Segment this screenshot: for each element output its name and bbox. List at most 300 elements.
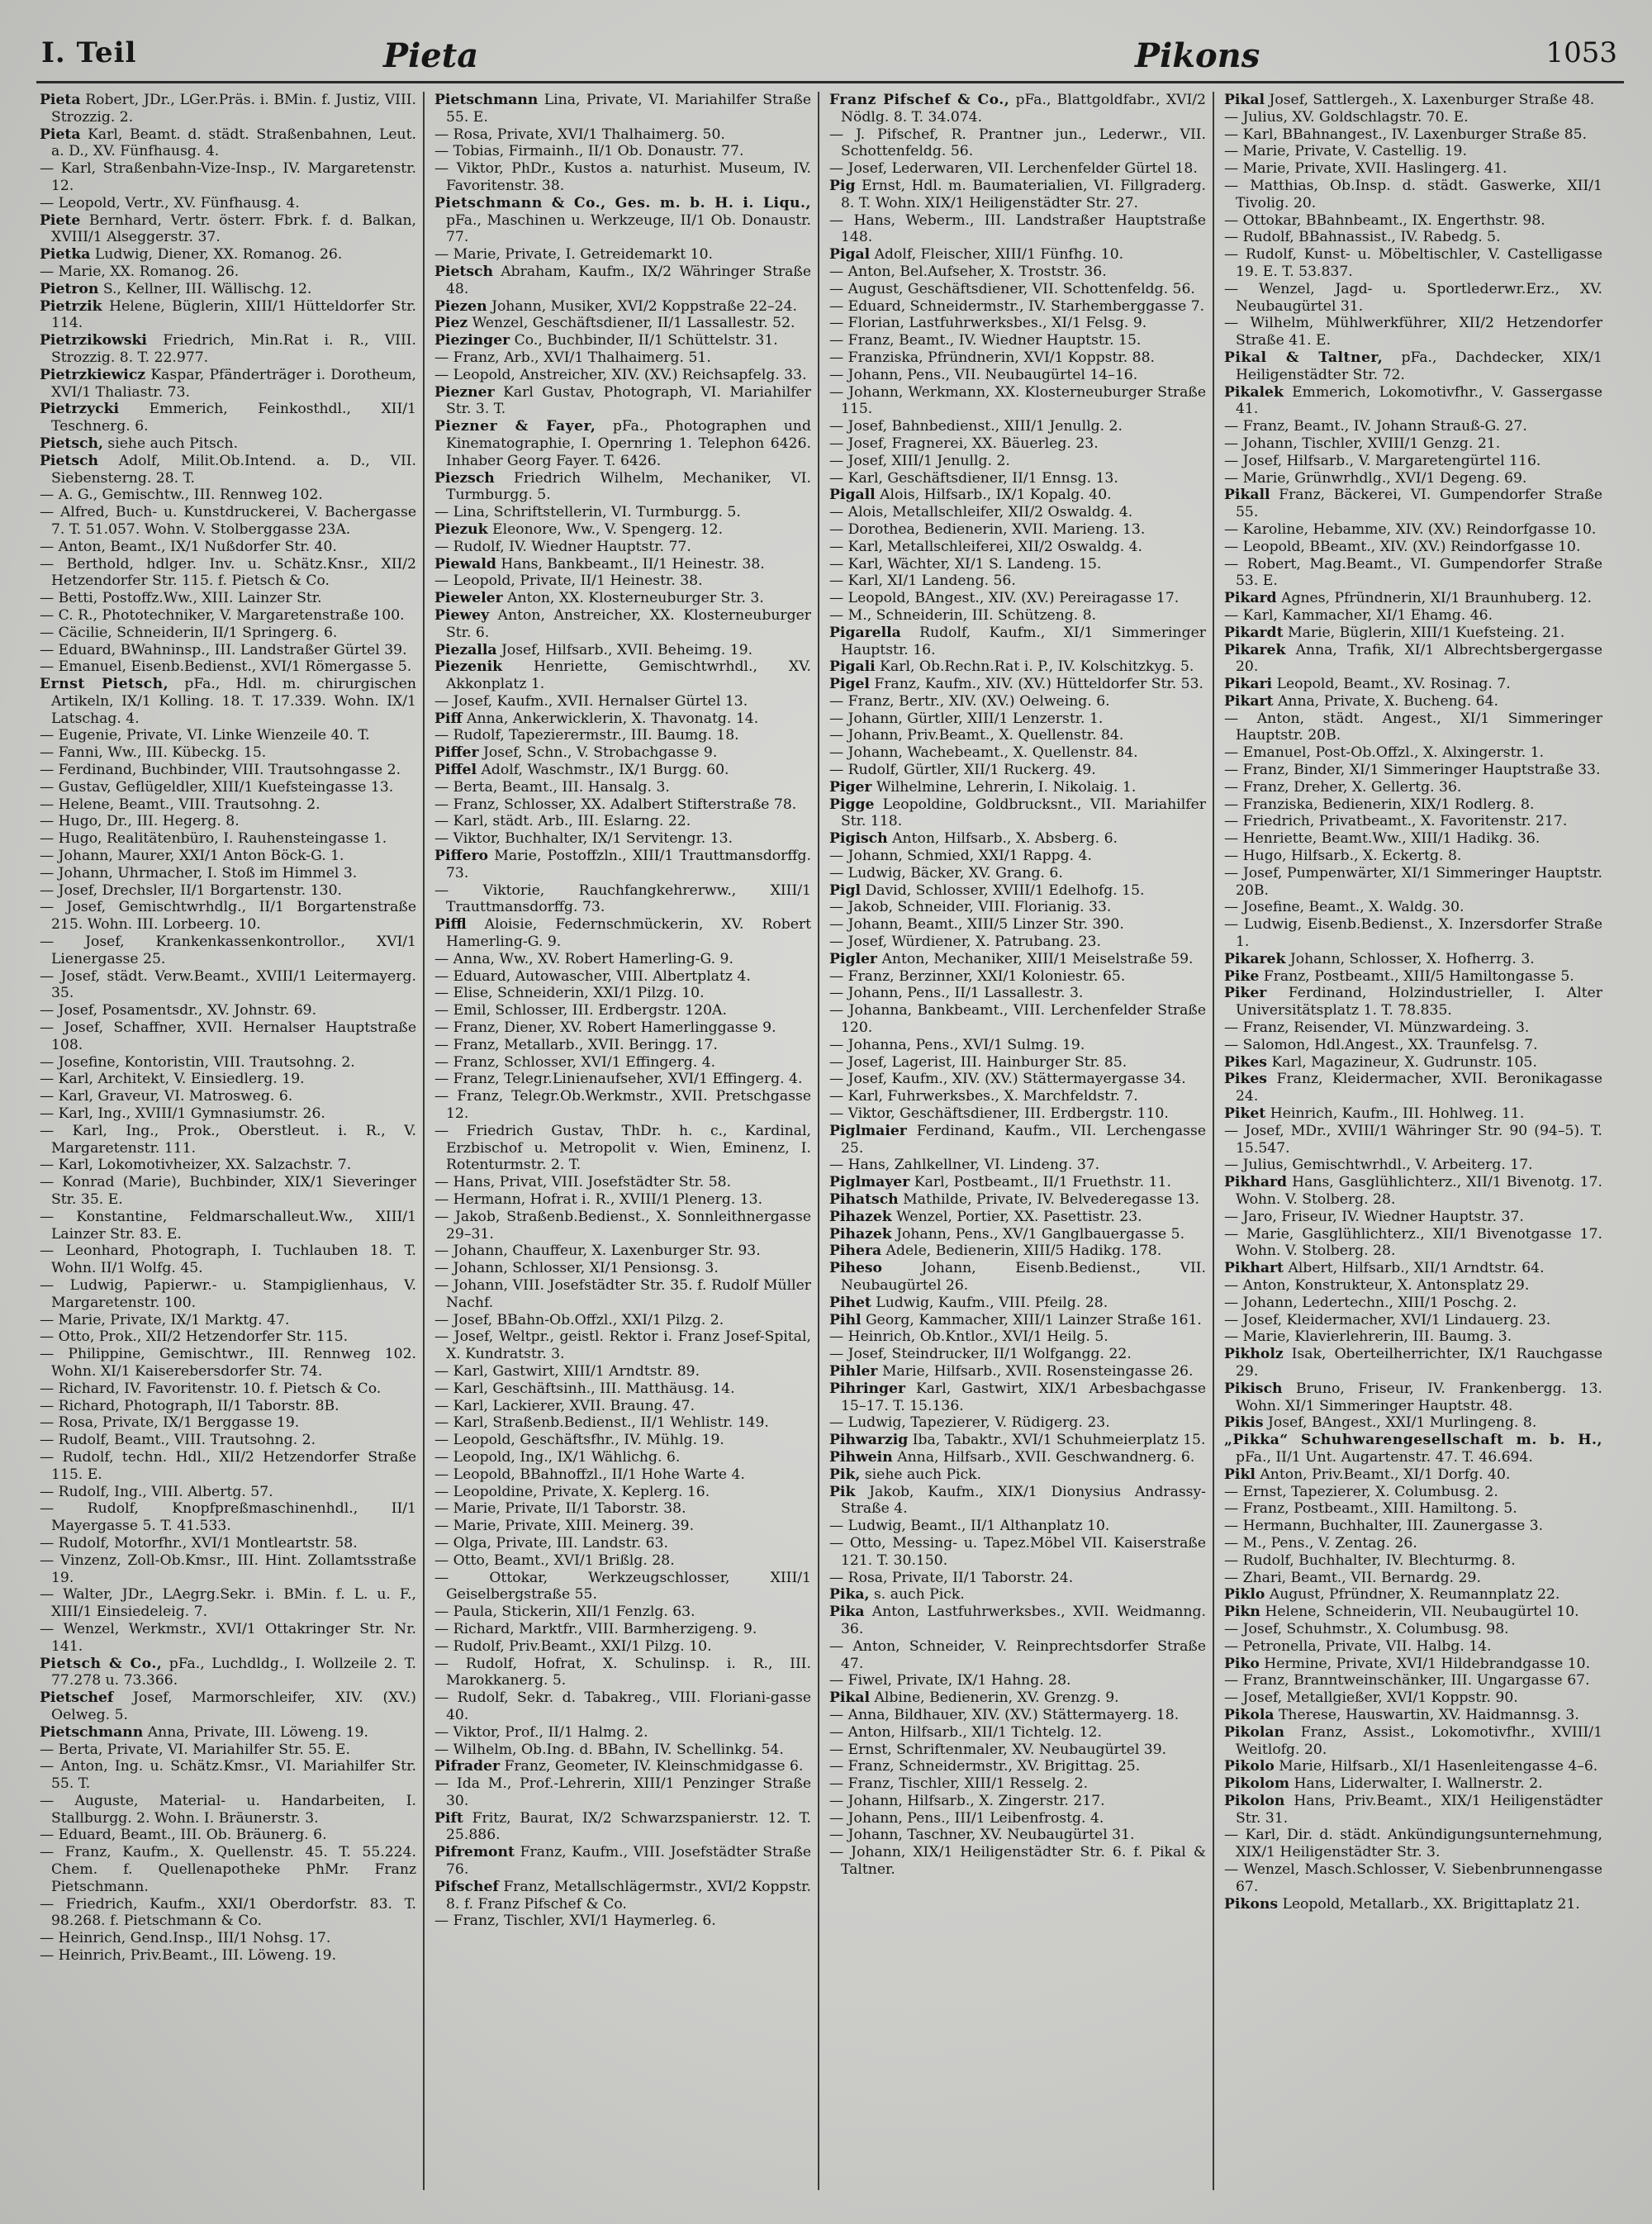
- directory-entry: [1224, 1672, 1602, 1689]
- entry-details: — Friedrich, Privatbeamt., X. Favoritenstr. 217.: [1224, 813, 1568, 830]
- entry-surname: Piger: [829, 778, 872, 796]
- directory-entry: [1224, 1535, 1602, 1552]
- entry-details: — Josef, Drechsler, II/1 Borgartenstr. 130.: [40, 882, 342, 899]
- entry-surname: Pietschmann & Co., Ges. m. b. H. i. Liqu.,: [434, 194, 811, 211]
- directory-entry: [1224, 951, 1602, 968]
- entry-details: — Johann, Taschner, XV. Neubaugürtel 31.: [829, 1827, 1135, 1844]
- entry-details: — Josef, Krankenkassenkontrollor., XVI/1 Lienergasse 25.: [40, 934, 416, 967]
- entry-details: Kaspar, Pfänderträger i. Dorotheum, XVI/1 Thaliastr. 73.: [51, 366, 416, 401]
- directory-entry: [829, 1432, 1206, 1449]
- entry-details: Isak, Oberteilherrichter, IX/1 Rauchgasse 29.: [1236, 1346, 1602, 1380]
- entry-details: — Franz, Telegr.Linienaufseher, XVI/1 Effingerg. 4.: [434, 1071, 803, 1088]
- entry-details: — Berta, Beamt., III. Hansalg. 3.: [434, 778, 670, 796]
- entry-details: — Marie, Klavierlehrerin, III. Baumg. 3.: [1224, 1328, 1512, 1346]
- entry-details: — Hans, Zahlkellner, VI. Lindeng. 37.: [829, 1157, 1100, 1174]
- entry-details: — Alois, Metallschleifer, XII/2 Oswaldg. 4.: [829, 504, 1133, 521]
- directory-entry: [434, 1466, 811, 1484]
- entry-details: — Franz, Telegr.Ob.Werkmstr., XVII. Pretschgasse 12.: [434, 1088, 811, 1123]
- entry-details: Alois, Hilfsarb., IX/1 Kopalg. 40.: [880, 487, 1112, 504]
- entry-details: — Ludwig, Eisenb.Bedienst., X. Inzersdorfer Straße 1.: [1224, 916, 1602, 951]
- entry-surname: Pikolom: [1224, 1775, 1290, 1793]
- directory-entry: [434, 1638, 811, 1656]
- entry-details: Ferdinand, Kaufm., VII. Lerchengasse 25.: [841, 1122, 1206, 1157]
- entry-details: Johann, Schlosser, X. Hofherrg. 3.: [1289, 950, 1535, 967]
- entry-surname: Piezner: [434, 383, 495, 401]
- directory-entry: [434, 848, 811, 882]
- directory-entry: [1224, 1724, 1602, 1759]
- right-guide-word: Pikons: [1135, 36, 1260, 75]
- directory-entry: [829, 573, 1206, 590]
- directory-entry: [434, 1775, 811, 1810]
- directory-entry: [829, 865, 1206, 882]
- entry-details: — Josefine, Kontoristin, VIII. Trautsohng. 2.: [40, 1053, 355, 1071]
- directory-entry: [434, 1570, 811, 1604]
- entry-details: — Wilhelm, Ob.Ing. d. BBahn, IV. Schellinkg. 54.: [434, 1741, 784, 1758]
- entry-details: — Heinrich, Ob.Kntlor., XVI/1 Heilg. 5.: [829, 1328, 1108, 1346]
- directory-entry: [829, 1157, 1206, 1174]
- entry-surname: Pikhart: [1224, 1260, 1284, 1277]
- directory-entry: [434, 298, 811, 316]
- directory-entry: [40, 1071, 416, 1088]
- directory-entry: [434, 1071, 811, 1088]
- entry-surname: Pikons: [1224, 1895, 1278, 1913]
- entry-details: Eleonore, Ww., V. Spengerg. 12.: [492, 520, 724, 538]
- entry-surname: Pikola: [1224, 1706, 1275, 1723]
- directory-entry: [434, 1484, 811, 1501]
- directory-entry: [434, 779, 811, 796]
- entry-details: — Johanna, Bankbeamt., VIII. Lerchenfelder Straße 120.: [829, 1002, 1206, 1037]
- entry-surname: Piez: [434, 315, 468, 332]
- entry-details: Wenzel, Geschäftsdiener, II/1 Lassallestr. 52.: [472, 315, 795, 332]
- directory-entry: [829, 1037, 1206, 1054]
- directory-entry: [1224, 92, 1602, 109]
- entry-surname: Pietrzkiewicz: [40, 366, 146, 383]
- directory-entry: [434, 1123, 811, 1174]
- entry-details: Anton, XX. Klosterneuburger Str. 3.: [507, 590, 764, 607]
- entry-details: — Anton, Ing. u. Schätz.Kmsr., VI. Mariahilfer Str. 55. T.: [40, 1758, 416, 1793]
- entry-details: — Johann, Gürtler, XIII/1 Lenzerstr. 1.: [829, 710, 1104, 727]
- entry-details: — Hermann, Buchhalter, III. Zaunergasse 3.: [1224, 1518, 1544, 1535]
- entry-surname: Pietsch: [434, 263, 493, 280]
- entry-details: Franz, Kaufm., VIII. Josefstädter Straße 76.: [446, 1844, 811, 1879]
- entry-details: — Hugo, Hilfsarb., X. Eckertg. 8.: [1224, 848, 1462, 865]
- directory-entry: [434, 796, 811, 814]
- directory-entry: [40, 1484, 416, 1501]
- directory-entry: [829, 246, 1206, 264]
- directory-entry: [829, 92, 1206, 126]
- directory-entry: [40, 1346, 416, 1380]
- entry-surname: Pietschmann: [40, 1723, 144, 1741]
- directory-entry: [434, 985, 811, 1002]
- directory-entry: [1224, 212, 1602, 230]
- entry-details: Anton, Priv.Beamt., XI/1 Dorfg. 40.: [1260, 1466, 1511, 1483]
- directory-entry: [434, 882, 811, 917]
- directory-entry: [434, 830, 811, 848]
- directory-entry: [434, 710, 811, 728]
- entry-details: — Hermann, Hofrat i. R., XVIII/1 Plenerg. 13.: [434, 1191, 763, 1208]
- entry-details: — Petronella, Private, VII. Halbg. 14.: [1224, 1637, 1492, 1655]
- entry-details: — Rosa, Private, XVI/1 Thalhaimerg. 50.: [434, 126, 725, 143]
- directory-entry: [1224, 968, 1602, 986]
- directory-entry: [40, 1793, 416, 1827]
- directory-entry: [829, 1002, 1206, 1037]
- directory-entry: [40, 1827, 416, 1844]
- directory-entry: [434, 1689, 811, 1724]
- directory-entry: [434, 1500, 811, 1518]
- entry-details: — Johann, Wachebeamt., X. Quellenstr. 84.: [829, 744, 1138, 762]
- entry-surname: Pigler: [829, 950, 877, 967]
- entry-details: — Karl, Graveur, VI. Matrosweg. 6.: [40, 1088, 293, 1105]
- directory-entry: [1224, 762, 1602, 779]
- directory-entry: [434, 968, 811, 986]
- entry-details: — J. Pifschef, R. Prantner jun., Lederwr., VII. Schottenfeldg. 56.: [829, 126, 1206, 160]
- entry-details: — Johann, Ledertechn., XIII/1 Poschg. 2.: [1224, 1294, 1517, 1311]
- entry-details: — Rudolf, Beamt., VIII. Trautsohng. 2.: [40, 1432, 316, 1449]
- directory-entry: [829, 830, 1206, 848]
- directory-entry: [1224, 813, 1602, 830]
- directory-entry: [1224, 384, 1602, 419]
- entry-details: — Johann, Priv.Beamt., X. Quellenstr. 84.: [829, 727, 1124, 744]
- entry-details: — Franz, Beamt., IV. Johann Strauß-G. 27.: [1224, 418, 1527, 435]
- directory-entry: [829, 727, 1206, 744]
- directory-entry: [1224, 916, 1602, 951]
- directory-entry: [829, 212, 1206, 247]
- directory-entry: [40, 195, 416, 212]
- directory-entry: [434, 418, 811, 469]
- directory-entry: [829, 1672, 1206, 1689]
- directory-entry: [434, 315, 811, 332]
- entry-details: — Josef, Schaffner, XVII. Hernalser Hauptstraße 108.: [40, 1019, 416, 1053]
- entry-details: Anna, Private, X. Bucheng. 64.: [1277, 692, 1498, 710]
- directory-entry: [829, 1484, 1206, 1518]
- directory-entry: [829, 1570, 1206, 1587]
- entry-details: — Franziska, Pfründnerin, XVI/1 Koppstr. 88.: [829, 349, 1155, 366]
- entry-details: — Franz, Schneidermstr., XV. Brigittag. 25.: [829, 1758, 1141, 1775]
- column-3: [826, 92, 1214, 2190]
- directory-entry: [1224, 625, 1602, 642]
- entry-details: Johann, Eisenb.Bedienst., VII. Neubaugürtel 26.: [841, 1260, 1206, 1294]
- directory-entry: [1224, 1037, 1602, 1054]
- entry-details: — Johann, Chauffeur, X. Laxenburger Str. 93.: [434, 1243, 761, 1260]
- entry-surname: Pikes: [1224, 1071, 1267, 1088]
- entry-details: — Viktor, Prof., II/1 Halmg. 2.: [434, 1723, 648, 1741]
- part-label: I. Teil: [41, 36, 137, 69]
- entry-details: — Salomon, Hdl.Angest., XX. Traunfelsg. 7.: [1224, 1036, 1538, 1053]
- entry-details: — Johann, XIX/1 Heiligenstädter Str. 6. f. Pikal & Taltner.: [829, 1844, 1206, 1879]
- directory-entry: [1224, 435, 1602, 453]
- directory-entry: [434, 1019, 811, 1037]
- directory-entry: [434, 1742, 811, 1759]
- entry-surname: Pietsch: [40, 452, 98, 469]
- directory-entry: [40, 1947, 416, 1965]
- directory-entry: [829, 1346, 1206, 1363]
- entry-details: — Ernst, Schriftenmaler, XV. Neubaugürtel 39.: [829, 1741, 1167, 1758]
- directory-entry: [40, 92, 416, 126]
- entry-details: Josef, Hilfsarb., XVII. Beheimg. 19.: [501, 641, 753, 658]
- directory-entry: [829, 521, 1206, 539]
- directory-entry: [434, 1844, 811, 1879]
- directory-entry: [434, 744, 811, 762]
- directory-entry: [1224, 470, 1602, 487]
- entry-details: — Josef, Metallgießer, XVI/1 Koppstr. 90.: [1224, 1689, 1518, 1707]
- entry-details: — Josef, Würdiener, X. Patrubang. 23.: [829, 934, 1101, 951]
- entry-surname: Pietka: [40, 246, 91, 264]
- directory-entry: [1224, 1157, 1602, 1174]
- entry-surname: Pihl: [829, 1311, 862, 1328]
- entry-details: — Betti, Postoffz.Ww., XIII. Lainzer Str.: [40, 590, 322, 607]
- entry-surname: Piezner & Fayer,: [434, 418, 596, 435]
- entry-details: — Paula, Stickerin, XII/1 Fenzlg. 63.: [434, 1604, 695, 1621]
- directory-entry: [434, 92, 811, 126]
- directory-entry: [829, 1793, 1206, 1810]
- entry-details: — Wenzel, Masch.Schlosser, V. Siebenbrunnengasse 67.: [1224, 1861, 1602, 1895]
- directory-entry: [40, 1896, 416, 1931]
- directory-entry: [40, 1742, 416, 1759]
- entry-details: Robert, JDr., LGer.Präs. i. BMin. f. Justiz, VIII. Strozzig. 2.: [51, 92, 417, 126]
- entry-surname: Pifrader: [434, 1758, 501, 1775]
- entry-details: — Anna, Bildhauer, XIV. (XV.) Stättermayerg. 18.: [829, 1706, 1180, 1723]
- entry-details: Karl, Beamt. d. städt. Straßenbahnen, Leut. a. D., XV. Fünfhausg. 4.: [51, 126, 416, 160]
- entry-details: Josef, BAngest., XXI/1 Murlingeng. 8.: [1268, 1414, 1537, 1432]
- entry-details: — Ida M., Prof.-Lehrerin, XIII/1 Penzinger Straße 30.: [434, 1775, 811, 1809]
- directory-entry: [1224, 1570, 1602, 1587]
- directory-entry: [1224, 1295, 1602, 1312]
- entry-details: Josef, Schn., V. Strobachgasse 9.: [483, 744, 718, 762]
- entry-details: — Ludwig, Tapezierer, V. Rüdigerg. 23.: [829, 1414, 1110, 1432]
- directory-entry: [829, 779, 1206, 796]
- directory-entry: [434, 1518, 811, 1535]
- entry-details: — Rudolf, Sekr. d. Tabakreg., VIII. Floriani-gasse 40.: [434, 1689, 811, 1723]
- entry-details: — Josef, Hilfsarb., V. Margaretengürtel 116.: [1224, 452, 1541, 469]
- entry-surname: Pikn: [1224, 1604, 1260, 1621]
- entry-details: — Karl, Straßenb.Bedienst., II/1 Wehlistr. 149.: [434, 1414, 769, 1432]
- directory-entry: [1224, 1105, 1602, 1123]
- entry-details: pFa., Blattgoldfabr., XVI/2 Nödlg. 8. T. 34.074.: [841, 92, 1206, 126]
- directory-entry: [1224, 1054, 1602, 1072]
- entry-details: — Olga, Private, III. Landstr. 63.: [434, 1534, 668, 1552]
- directory-entry: [40, 1552, 416, 1587]
- directory-entry: [40, 642, 416, 659]
- entry-details: — Elise, Schneiderin, XXI/1 Pilzg. 10.: [434, 985, 705, 1002]
- directory-entry: [829, 762, 1206, 779]
- entry-details: — Eduard, Schneidermstr., IV. Starhemberggasse 7.: [829, 297, 1205, 315]
- entry-surname: Pietsch,: [40, 435, 103, 452]
- directory-entry: [40, 401, 416, 435]
- entry-details: Helene, Büglerin, XIII/1 Hütteldorfer Str. 114.: [51, 297, 416, 332]
- entry-details: — Karl, Straßenbahn-Vize-Insp., IV. Margaretenstr. 12.: [40, 160, 416, 194]
- entry-details: — Marie, Private, I. Getreidemarkt 10.: [434, 246, 714, 264]
- entry-details: Therese, Hauswartin, XV. Haidmannsg. 3.: [1278, 1706, 1579, 1723]
- directory-entry: [829, 676, 1206, 693]
- entry-surname: Pigal: [829, 246, 871, 264]
- column-1: [36, 92, 425, 2190]
- entry-details: — Viktor, Geschäftsdiener, III. Erdbergstr. 110.: [829, 1105, 1169, 1123]
- entry-details: — Josef, Schuhmstr., X. Columbusg. 98.: [1224, 1620, 1509, 1637]
- entry-details: Fritz, Baurat, IX/2 Schwarzspanierstr. 12. T. 25.886.: [446, 1809, 812, 1844]
- entry-surname: „Pikka“ Schuhwarengesellschaft m. b. H.,: [1224, 1432, 1602, 1449]
- entry-surname: Pikolo: [1224, 1758, 1275, 1775]
- entry-surname: Pikard: [1224, 590, 1277, 607]
- directory-entry: [434, 1088, 811, 1123]
- directory-entry: [829, 590, 1206, 607]
- entry-details: Anna, Private, III. Löweng. 19.: [147, 1723, 368, 1741]
- entry-details: — Heinrich, Gend.Insp., III/1 Nohsg. 17.: [40, 1930, 331, 1947]
- entry-surname: Pikholz: [1224, 1346, 1284, 1363]
- entry-details: — Josef, Gemischtwrhdlg., II/1 Borgartenstraße 215. Wohn. III. Lorbeerg. 10.: [40, 899, 416, 934]
- entry-details: — Lina, Schriftstellerin, VI. Turmburgg. 5.: [434, 504, 741, 521]
- directory-entry: [1224, 1518, 1602, 1535]
- entry-details: — Emanuel, Post-Ob.Offzl., X. Alxingerstr. 1.: [1224, 744, 1545, 762]
- entry-surname: Pifschef: [434, 1878, 499, 1895]
- directory-entry: [1224, 1174, 1602, 1209]
- entry-surname: Piglmaier: [829, 1122, 907, 1139]
- entry-details: — Josef, Kaufm., XVII. Hernalser Gürtel 13.: [434, 692, 748, 710]
- directory-entry: [434, 143, 811, 160]
- directory-entry: [434, 384, 811, 419]
- entry-details: — Konrad (Marie), Buchbinder, XIX/1 Sieveringer Str. 35. E.: [40, 1174, 416, 1208]
- entry-details: — Johann, VIII. Josefstädter Str. 35. f. Rudolf Müller Nachf.: [434, 1276, 811, 1311]
- entry-details: — Hugo, Dr., III. Hegerg. 8.: [40, 813, 240, 830]
- entry-surname: Franz Pifschef & Co.,: [829, 92, 1010, 108]
- entry-details: — Rudolf, BBahnassist., IV. Rabedg. 5.: [1224, 229, 1501, 246]
- entry-details: Karl, Gastwirt, XIX/1 Arbesbachgasse 15–17. T. 15.136.: [841, 1380, 1206, 1414]
- entry-details: — Emanuel, Eisenb.Bedienst., XVI/1 Römergasse 5.: [40, 658, 412, 676]
- entry-details: Hans, Gasglühlichterz., XII/1 Bivenotg. 17. Wohn. V. Stolberg. 28.: [1236, 1174, 1602, 1208]
- entry-details: — Karl, Lokomotivheizer, XX. Salzachstr. 7.: [40, 1157, 352, 1174]
- entry-surname: Pikalek: [1224, 383, 1284, 401]
- entry-details: — Karl, Lackierer, XVII. Braung. 47.: [434, 1397, 695, 1414]
- entry-details: — Helene, Beamt., VIII. Trautsohng. 2.: [40, 796, 320, 813]
- directory-entry: [40, 1088, 416, 1105]
- entry-details: Marie, Hilfsarb., XVII. Rosensteingasse 26.: [881, 1362, 1194, 1380]
- directory-entry: [434, 556, 811, 573]
- directory-entry: [1224, 1638, 1602, 1656]
- entry-details: Aloisie, Federnschmückerin, XV. Robert Hamerling-G. 9.: [446, 916, 811, 951]
- entry-surname: Pigel: [829, 676, 870, 693]
- directory-entry: [434, 367, 811, 384]
- entry-surname: Pigisch: [829, 830, 888, 848]
- entry-details: Helene, Schneiderin, VII. Neubaugürtel 10.: [1265, 1604, 1579, 1621]
- directory-entry: [829, 556, 1206, 573]
- entry-details: — Franz, Binder, XI/1 Simmeringer Hauptstraße 33.: [1224, 762, 1601, 779]
- entry-details: — Vinzenz, Zoll-Ob.Kmsr., III. Hint. Zollamtsstraße 19.: [40, 1552, 416, 1586]
- entry-surname: Pike: [1224, 967, 1260, 985]
- directory-entry: [40, 1449, 416, 1484]
- entry-details: — Franz, Tischler, XVI/1 Haymerleg. 6.: [434, 1913, 716, 1930]
- directory-entry: [434, 1414, 811, 1432]
- entry-details: — Richard, Marktfr., VIII. Barmherzigeng. 9.: [434, 1620, 757, 1637]
- entry-details: Henriette, Gemischtwrhdl., XV. Akkonplatz 1.: [446, 658, 811, 693]
- directory-entry: [434, 1002, 811, 1019]
- directory-entry: [40, 1398, 416, 1415]
- directory-entry: [40, 1656, 416, 1690]
- directory-entry: [40, 539, 416, 556]
- entry-details: Josef, Sattlergeh., X. Laxenburger Straße 48.: [1269, 92, 1595, 108]
- entry-details: — Eugenie, Private, VI. Linke Wienzeile 40. T.: [40, 727, 370, 744]
- directory-entry: [434, 1724, 811, 1742]
- directory-entry: [829, 1088, 1206, 1105]
- entry-details: — Leopold, BBeamt., XIV. (XV.) Reindorfgasse 10.: [1224, 538, 1581, 555]
- entry-details: — Johann, Schmied, XXI/1 Rappg. 4.: [829, 848, 1093, 865]
- entry-details: — Franziska, Bedienerin, XIX/1 Rodlerg. 8.: [1224, 796, 1535, 813]
- entry-details: — Marie, XX. Romanog. 26.: [40, 263, 240, 280]
- entry-details: — Franz, Schlosser, XX. Adalbert Stifterstraße 78.: [434, 796, 797, 813]
- entry-details: — Ottokar, Werkzeugschlosser, XIII/1 Geiselbergstraße 55.: [434, 1569, 811, 1604]
- entry-surname: Pihazek: [829, 1225, 892, 1243]
- entry-surname: Pikisch: [1224, 1380, 1283, 1397]
- directory-entry: [829, 1604, 1206, 1638]
- entry-details: Anna, Hilfsarb., XVII. Geschwandnerg. 6.: [897, 1448, 1195, 1466]
- entry-details: — Franz, Metallarb., XVII. Beringg. 17.: [434, 1036, 718, 1053]
- entry-details: Johann, Musiker, XVI/2 Koppstraße 22–24.: [491, 297, 797, 315]
- directory-entry: [40, 934, 416, 968]
- directory-entry: [829, 1449, 1206, 1466]
- entry-details: — Johann, Werkmann, XX. Klosterneuburger Straße 115.: [829, 383, 1206, 418]
- directory-entry: [1224, 349, 1602, 384]
- entry-details: — Franz, Branntweinschänker, III. Ungargasse 67.: [1224, 1672, 1590, 1689]
- entry-surname: Pikarek: [1224, 641, 1286, 658]
- entry-details: — Johann, Maurer, XXI/1 Anton Böck-G. 1.: [40, 848, 344, 865]
- directory-entry: [40, 1054, 416, 1072]
- entry-details: — Josef, Pumpenwärter, XI/1 Simmeringer Hauptstr. 20B.: [1224, 864, 1602, 899]
- directory-entry: [829, 504, 1206, 521]
- directory-entry: [434, 1209, 811, 1243]
- directory-entry: [1224, 178, 1602, 212]
- directory-entry: [40, 435, 416, 453]
- directory-entry: [829, 1466, 1206, 1484]
- entry-details: — Leopold, Geschäftsfhr., IV. Mühlg. 19.: [434, 1432, 724, 1449]
- directory-entry: [40, 848, 416, 865]
- directory-entry: [1224, 1707, 1602, 1724]
- entry-details: — Richard, IV. Favoritenstr. 10. f. Pietsch & Co.: [40, 1380, 382, 1397]
- entry-details: Franz, Geometer, IV. Kleinschmidgasse 6.: [504, 1758, 804, 1775]
- entry-surname: Pietschef: [40, 1689, 114, 1707]
- directory-entry: [434, 1174, 811, 1191]
- directory-entry: [434, 332, 811, 349]
- directory-entry: [829, 298, 1206, 316]
- directory-entry: [829, 693, 1206, 710]
- entry-details: — Berthold, hdlger. Inv. u. Schätz.Knsr., XII/2 Hetzendorfer Str. 115. f. Pietsch & Co.: [40, 555, 416, 590]
- directory-entry: [40, 1312, 416, 1329]
- entry-surname: Pietschmann: [434, 92, 539, 108]
- directory-entry: [1224, 418, 1602, 435]
- entry-details: — Leopold, BAngest., XIV. (XV.) Pereiragasse 17.: [829, 590, 1180, 607]
- directory-entry: [40, 1157, 416, 1174]
- entry-details: Friedrich, Min.Rat i. R., VIII. Strozzig. 8. T. 22.977.: [51, 332, 416, 366]
- entry-details: Franz, Metallschlägermstr., XVI/2 Koppstr. 8. f. Franz Pifschef & Co.: [446, 1878, 811, 1913]
- directory-entry: [1224, 453, 1602, 470]
- entry-details: — Friedrich Gustav, ThDr. h. c., Kardinal, Erzbischof u. Metropolit v. Wien, Eminenz, I. Rotenturmstr. 2. T.: [434, 1122, 811, 1174]
- entry-details: — Johann, Hilfsarb., X. Zingerstr. 217.: [829, 1792, 1105, 1809]
- directory-entry: [829, 1689, 1206, 1707]
- entry-surname: Piffl: [434, 916, 467, 934]
- entry-details: — Jakob, Schneider, VIII. Florianig. 33.: [829, 899, 1112, 916]
- entry-details: S., Kellner, III. Wällischg. 12.: [102, 280, 312, 297]
- entry-details: siehe auch Pick.: [864, 1466, 982, 1483]
- entry-details: — Karl, Ing., XVIII/1 Gymnasiumstr. 26.: [40, 1105, 325, 1123]
- directory-entry: [434, 1191, 811, 1209]
- directory-entry: [40, 727, 416, 744]
- entry-details: — Franz, Bertr., XIV. (XV.) Oelweing. 6.: [829, 692, 1110, 710]
- entry-details: Karl, Postbeamt., II/1 Fruethstr. 11.: [914, 1174, 1171, 1191]
- entry-details: — Tobias, Firmainh., II/1 Ob. Donaustr. 77.: [434, 143, 744, 160]
- directory-entry: [829, 607, 1206, 625]
- directory-entry: [829, 264, 1206, 281]
- directory-entry: [434, 1604, 811, 1621]
- directory-entry: [1224, 1656, 1602, 1673]
- directory-entry: [1224, 590, 1602, 607]
- directory-entry: [829, 435, 1206, 453]
